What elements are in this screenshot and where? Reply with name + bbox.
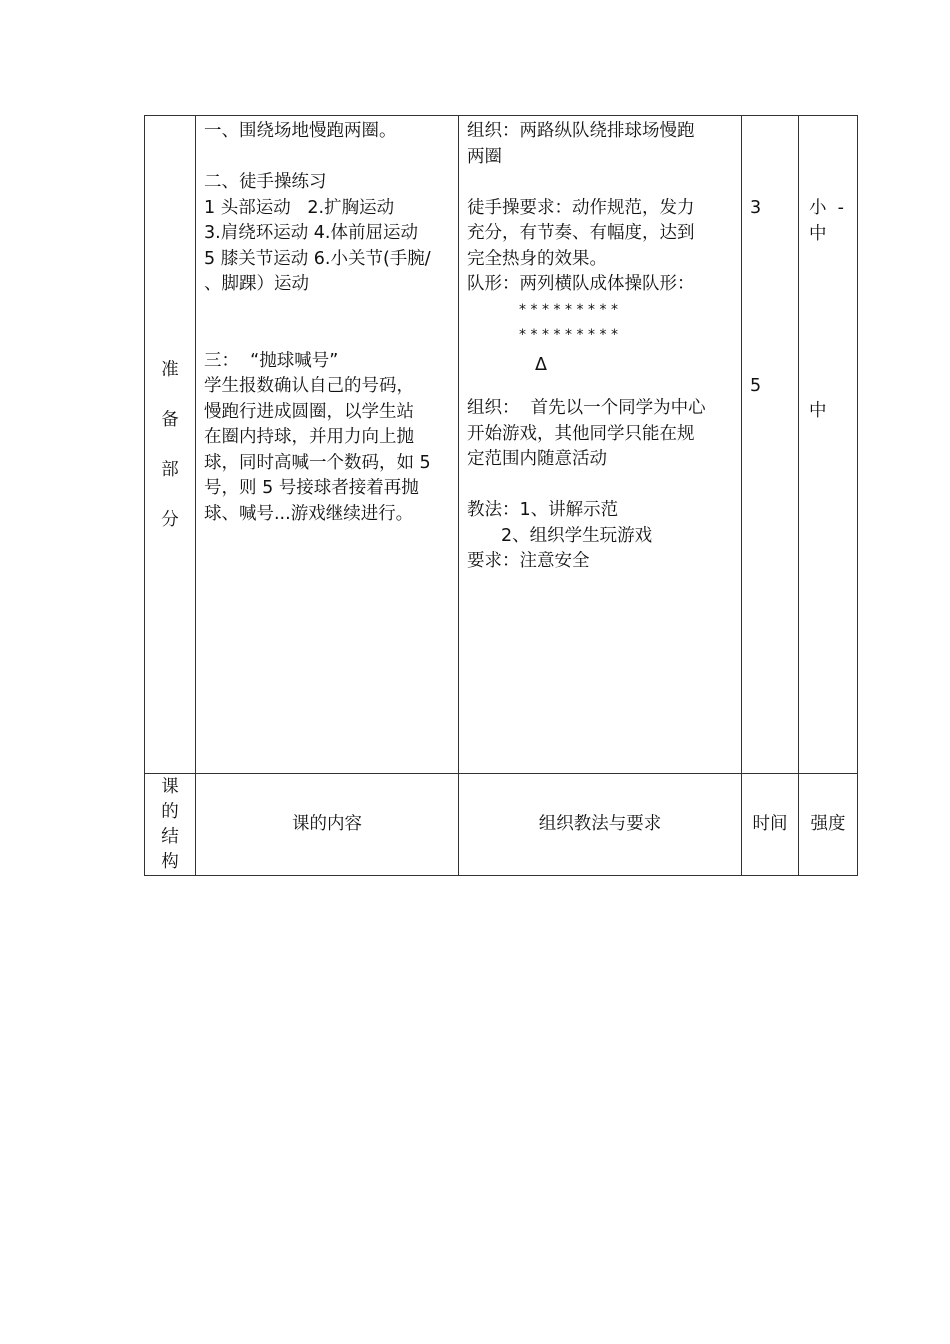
requirement-line: 徒手操要求：动作规范，发力: [467, 197, 695, 218]
game-line: 号，则 5 号接球者接着再抛: [204, 478, 419, 498]
game-org-line: 定范围内随意活动: [467, 449, 607, 469]
lesson-plan-table: [144, 115, 858, 876]
warmup-title: 一、围绕场地慢跑两圈。: [204, 121, 397, 141]
structure-char: 构: [161, 851, 179, 872]
prep-section-label: [145, 116, 196, 774]
game-line: 在圈内持球，并用力向上抛: [204, 427, 414, 447]
exercise-line: 1 头部运动 2.扩胸运动: [204, 197, 395, 218]
exercise-line: 、脚踝）运动: [204, 274, 309, 294]
formation-line: 队形：两列横队成体操队形：: [467, 274, 695, 294]
game-line: 球，同时高喊一个数码，如 5: [204, 452, 431, 473]
game-org-line: 开始游戏，其他同学只能在规: [467, 423, 695, 444]
content-header: 课的内容: [196, 774, 459, 876]
prep-strength-cell: [799, 116, 858, 774]
requirement-line: 完全热身的效果。: [467, 248, 607, 269]
formation-stars-row: *********: [519, 301, 623, 318]
method-header: 组织教法与要求: [459, 774, 742, 876]
exercise-title: 二、徒手操练习: [204, 172, 327, 192]
warmup-strength-2: 中: [809, 223, 827, 244]
label-char: 备: [161, 409, 179, 430]
prep-section-row: [145, 116, 858, 774]
org-line: 组织：两路纵队绕排球场慢跑: [467, 121, 695, 141]
exercise-line: 5 膝关节运动 6.小关节(手腕/: [204, 248, 431, 269]
structure-header: [145, 774, 196, 876]
exercise-line: 3.肩绕环运动 4.体前屈运动: [204, 223, 418, 243]
prep-content-cell: [196, 116, 459, 774]
game-line: 慢跑行进成圆圈，以学生站: [204, 401, 414, 422]
structure-char: 课: [161, 776, 179, 797]
structure-char: 的: [161, 801, 179, 822]
requirement-line: 充分，有节奏、有幅度，达到: [467, 223, 695, 243]
method-line: 教法：1、讲解示范: [467, 500, 619, 520]
org-line: 两圈: [467, 146, 502, 167]
label-char: 部: [161, 459, 179, 480]
label-char: 准: [161, 359, 179, 380]
game-line: 球、喊号...游戏继续进行。: [204, 503, 414, 524]
safety-line: 要求：注意安全: [467, 551, 590, 571]
prep-organization-cell: [459, 116, 742, 774]
header-row: [145, 774, 858, 876]
prep-time-cell: [742, 116, 799, 774]
structure-char: 结: [161, 826, 179, 847]
teacher-position-icon: Δ: [535, 354, 547, 375]
game-strength: 中: [809, 401, 827, 421]
warmup-time: 3: [750, 198, 762, 218]
game-line: 学生报数确认自己的号码，: [204, 376, 414, 396]
strength-header: 强度: [799, 774, 858, 876]
game-org-line: 组织： 首先以一个同学为中心: [467, 398, 706, 418]
method-line: 2、组织学生玩游戏: [501, 525, 653, 546]
game-time: 5: [750, 375, 762, 396]
warmup-strength: 小 -: [809, 198, 844, 218]
formation-stars-row: *********: [519, 327, 623, 343]
time-header: 时间: [742, 774, 799, 876]
label-char: 分: [161, 509, 179, 530]
game-title: 三： “抛球喊号”: [204, 350, 339, 371]
